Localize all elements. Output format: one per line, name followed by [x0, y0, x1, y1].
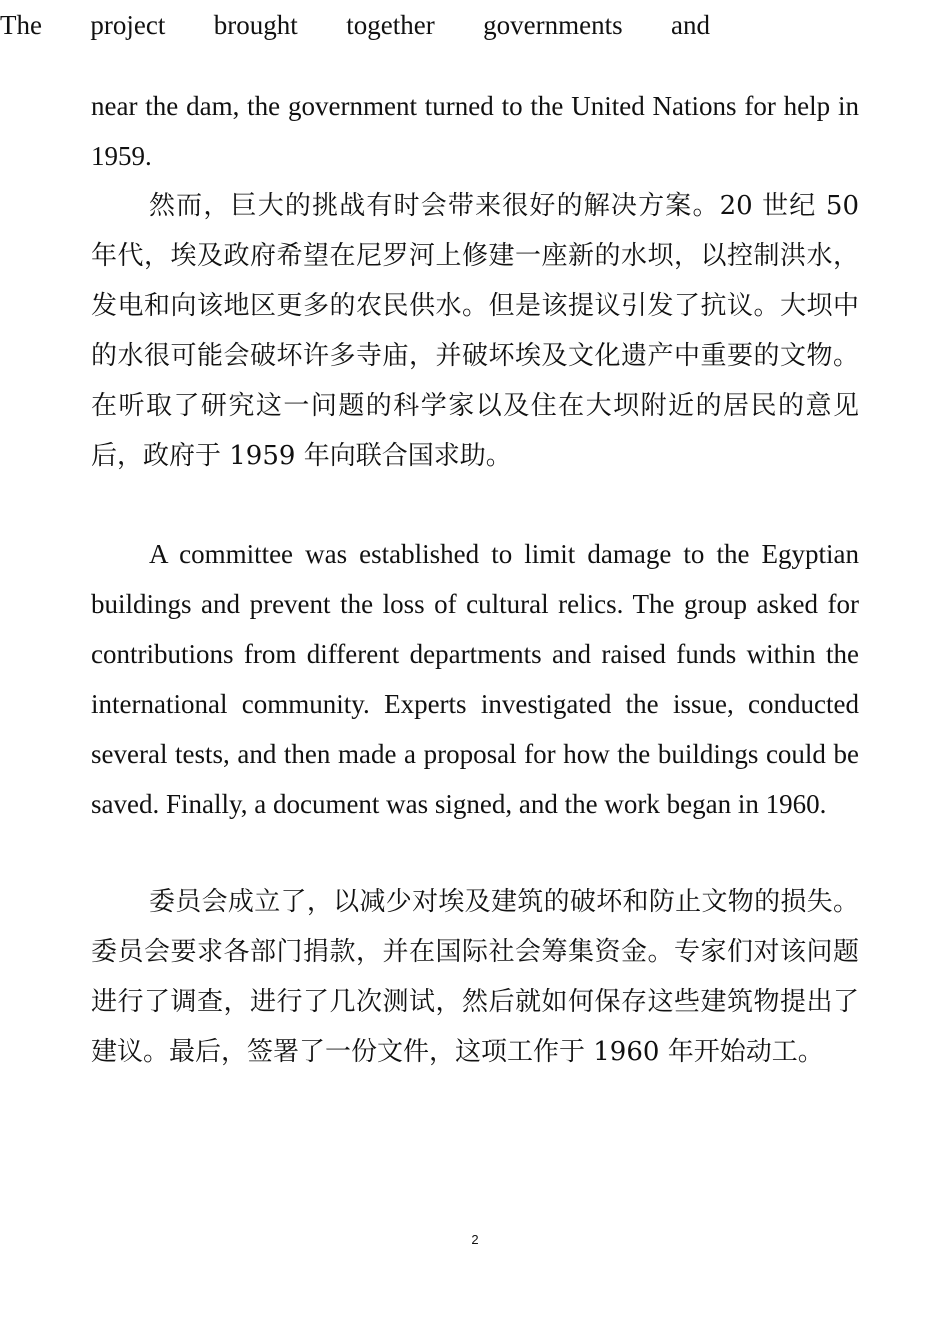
page-number: 2 — [471, 1232, 479, 1247]
paragraph-word: governments — [483, 10, 623, 40]
paragraph-chinese-2: 委员会成立了，以减少对埃及建筑的破坏和防止文物的损失。委员会要求各部门捐款，并在国际社会筹集资金。专家们对该问题进行了调查，进行了几次测试，然后就如何保存这些建筑物提出了建议。最后，签署了一份文件，这项工作于 1960 年开始动工。 — [91, 887, 859, 1067]
paragraph-word: together — [346, 10, 435, 40]
paragraph-word: brought — [213, 10, 298, 40]
paragraph-chinese-1: 然而，巨大的挑战有时会带来很好的解决方案。20 世纪 50 年代，埃及政府希望在尼罗河上修建一座新的水坝，以控制洪水，发电和向该地区更多的农民供水。但是该提议引发了抗议。大坝中的水很可能会破坏许多寺庙，并破坏埃及文化遗产中重要的文物。在听取了研究这一问题的科学家以及住在大坝附近的居民的意见后，政府于 1959 年向联合国求助。 — [91, 191, 859, 471]
paragraph-word: and — [671, 10, 710, 40]
paragraph-english-3 — [0, 0, 710, 50]
paragraph-english-1: near the dam, the government turned to the United Nations for help in 1959. — [91, 91, 859, 171]
paragraph-word: The — [0, 10, 42, 40]
paragraph-english-2: A committee was established to limit damage to the Egyptian buildings and prevent the loss of cultural relics. The group asked for contributions from different departments and raised funds within the international community. Experts investigated the issue, conducted several tests, and then made a proposal for how the buildings could be saved. Finally, a document was signed, and the work began in 1960. — [91, 539, 859, 819]
paragraph-word: project — [90, 10, 166, 40]
